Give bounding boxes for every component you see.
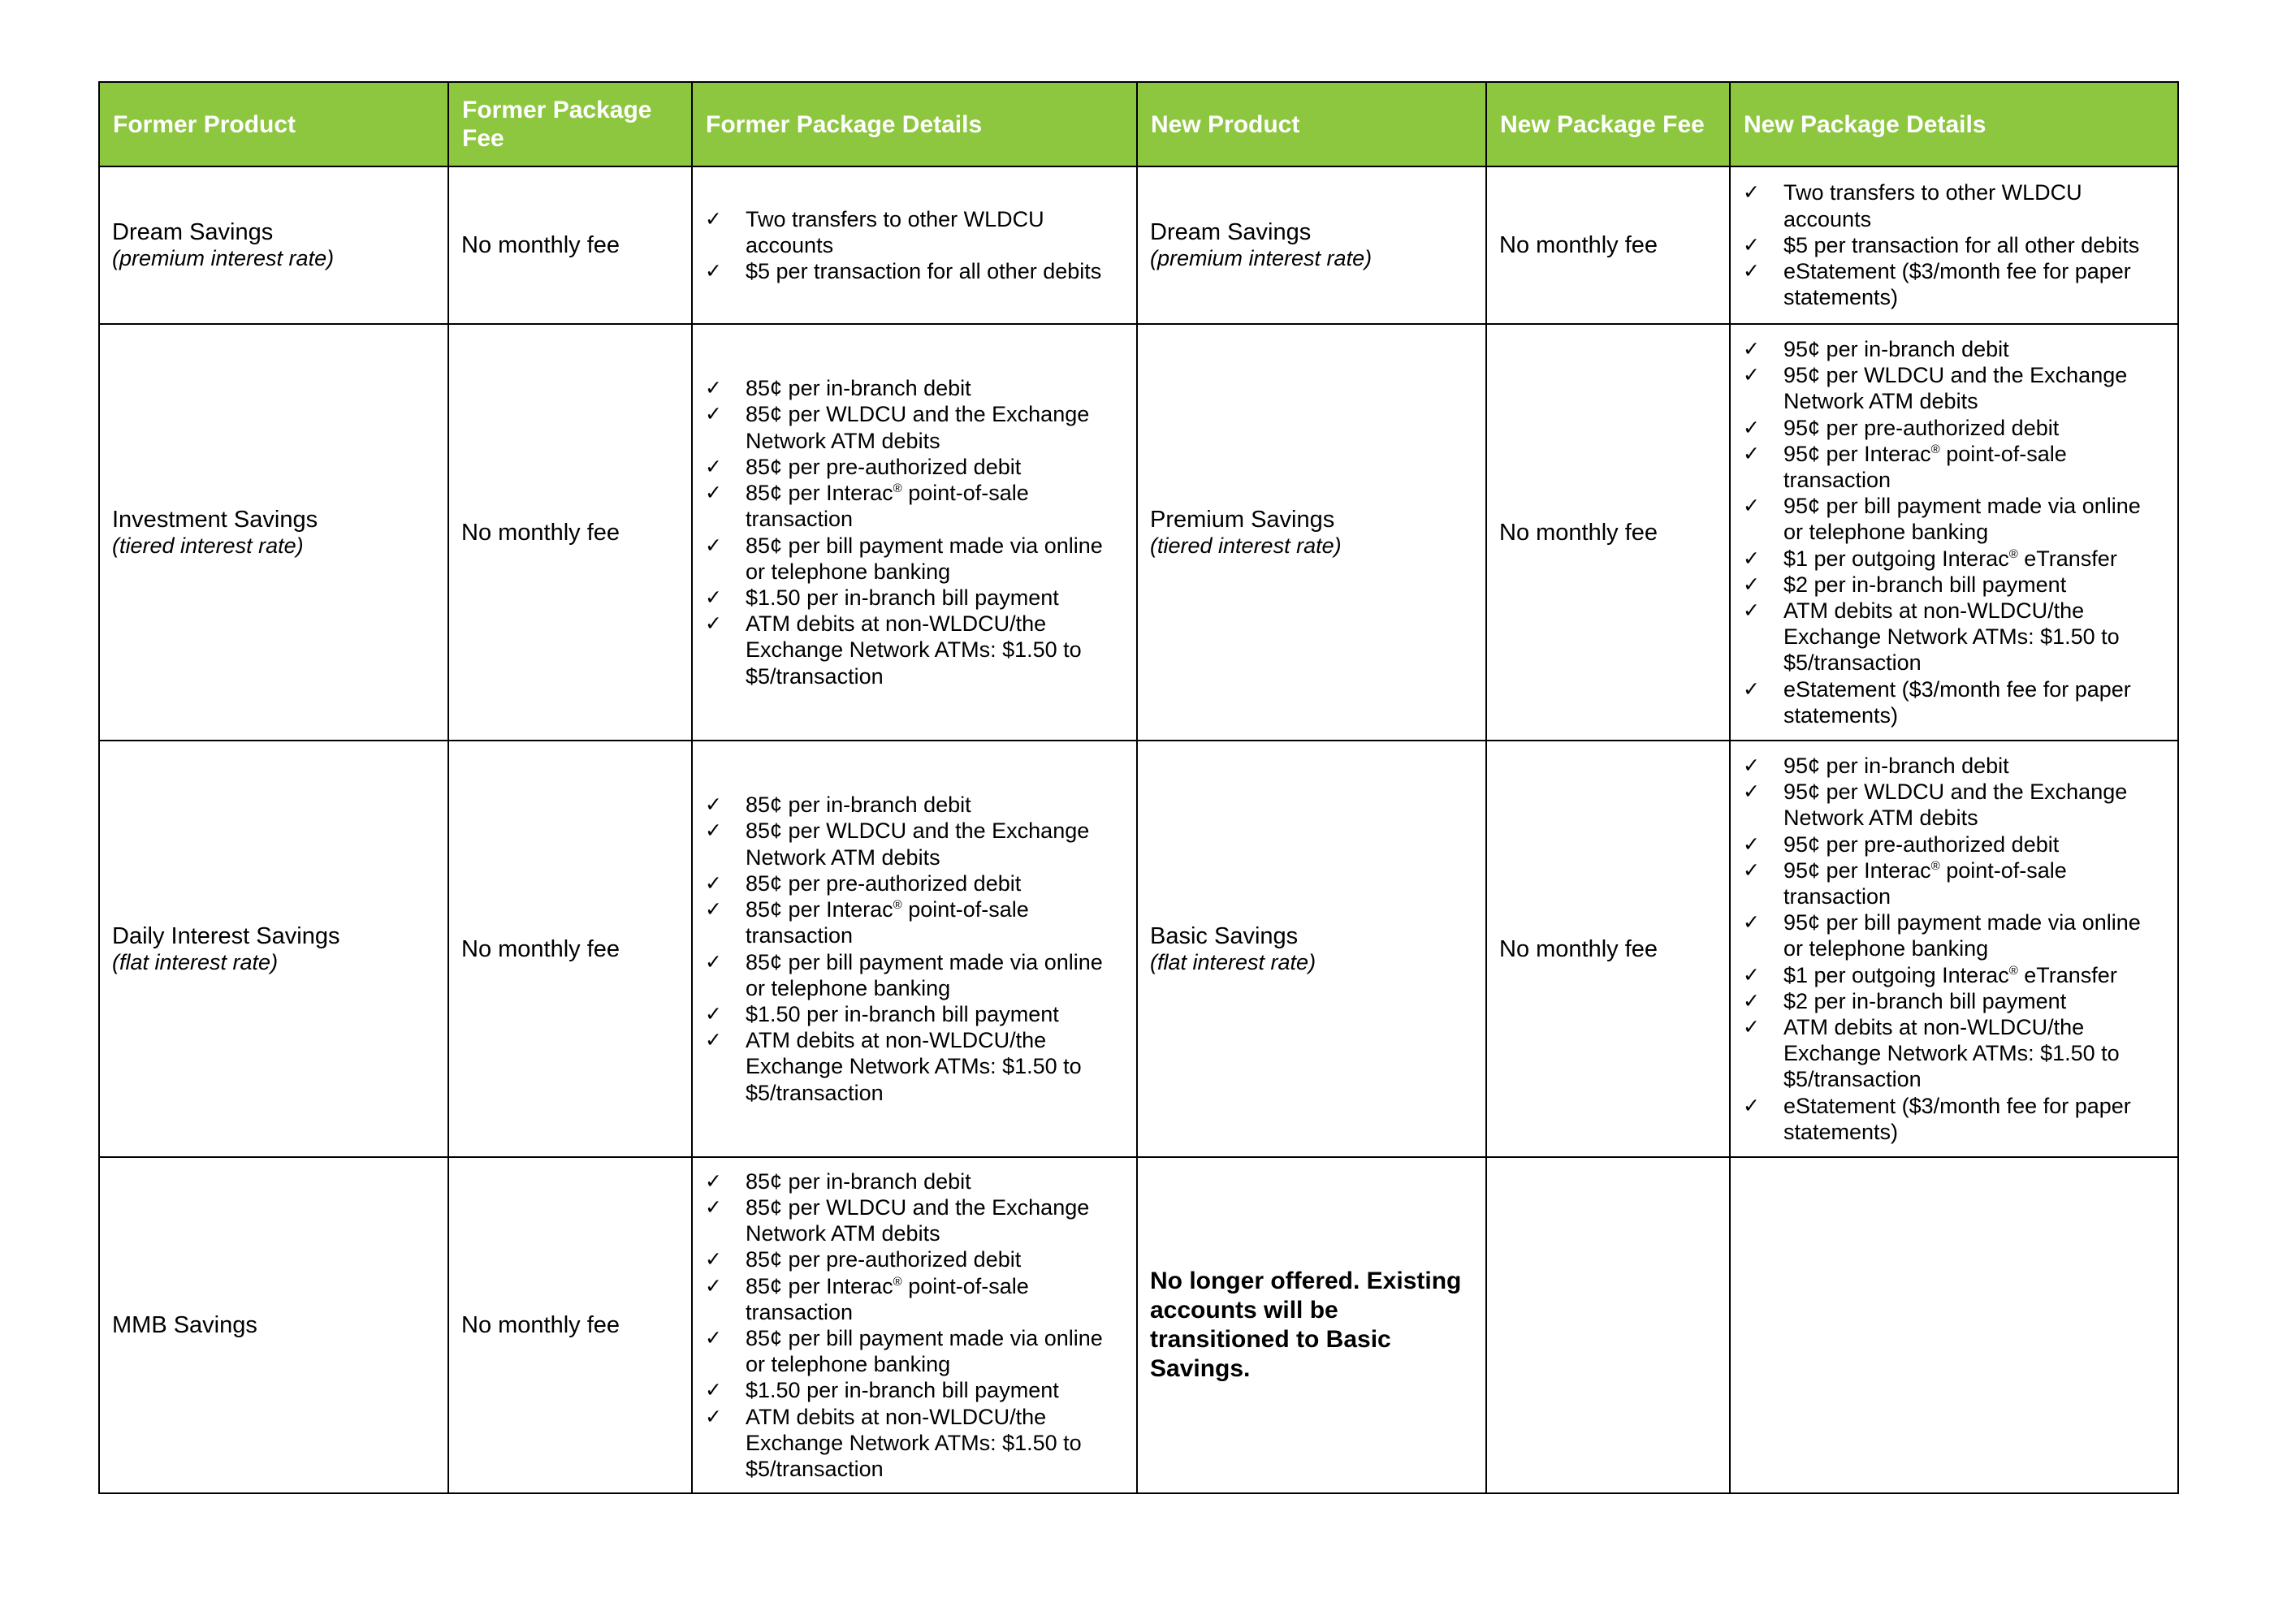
detail-text: $5 per transaction for all other debits <box>1783 232 2140 257</box>
former-details-cell <box>692 324 1137 741</box>
former-details-list <box>705 1168 1124 1482</box>
new-product-note: (tiered interest rate) <box>1150 533 1342 558</box>
former-product-cell <box>99 324 448 741</box>
detail-text: 85¢ per in-branch debit <box>746 793 971 818</box>
checkmark-icon: ✓ <box>705 819 722 843</box>
new-details-list <box>1743 753 2165 1145</box>
detail-item <box>1743 831 2165 857</box>
detail-item <box>1743 753 2165 779</box>
checkmark-icon: ✓ <box>705 793 722 817</box>
detail-text: 95¢ per pre-authorized debit <box>1783 415 2060 440</box>
detail-text: 85¢ per WLDCU and the Exchange Network ATM debits <box>746 402 1090 453</box>
detail-text: eStatement ($3/month fee for paper statements) <box>1783 259 2131 310</box>
checkmark-icon: ✓ <box>1743 181 1760 205</box>
checkmark-icon: ✓ <box>705 455 722 478</box>
checkmark-icon: ✓ <box>1743 754 1760 777</box>
detail-item <box>705 1273 1124 1325</box>
former-package-fee: No monthly fee <box>461 935 620 962</box>
checkmark-icon: ✓ <box>705 260 722 283</box>
detail-text: ATM debits at non-WLDCU/the Exchange Network ATMs: $1.50 to $5/transaction <box>746 611 1082 689</box>
detail-text: ATM debits at non-WLDCU/the Exchange Network ATMs: $1.50 to $5/transaction <box>746 1028 1082 1105</box>
former-product-name: Dream Savings <box>112 219 274 245</box>
checkmark-icon: ✓ <box>705 1248 722 1272</box>
detail-text: Two transfers to other WLDCU accounts <box>1783 180 2082 231</box>
header-new-package-details: New Package Details <box>1730 82 2178 166</box>
detail-item <box>705 1404 1124 1483</box>
header-former-package-fee: Former Package Fee <box>448 82 692 166</box>
checkmark-icon: ✓ <box>705 612 722 636</box>
table-row <box>99 1157 2178 1493</box>
detail-item <box>1743 362 2165 414</box>
detail-item <box>705 818 1124 870</box>
detail-text: eStatement ($3/month fee for paper statements) <box>1783 676 2131 728</box>
checkmark-icon: ✓ <box>1743 911 1760 935</box>
detail-text: 85¢ per in-branch debit <box>746 1168 971 1194</box>
former-package-fee: No monthly fee <box>461 1312 620 1338</box>
detail-text: $2 per in-branch bill payment <box>1783 988 2067 1013</box>
new-package-fee: No monthly fee <box>1499 935 1658 962</box>
detail-text: ATM debits at non-WLDCU/the Exchange Network ATMs: $1.50 to $5/transaction <box>746 1404 1082 1482</box>
detail-item <box>705 1027 1124 1106</box>
detail-item <box>1743 909 2165 961</box>
new-details-cell <box>1730 1157 2178 1493</box>
checkmark-icon: ✓ <box>1743 233 1760 257</box>
table-row <box>99 741 2178 1157</box>
detail-item <box>1743 336 2165 362</box>
detail-item <box>1743 779 2165 831</box>
header-new-package-fee: New Package Fee <box>1486 82 1730 166</box>
detail-item <box>705 1194 1124 1246</box>
detail-text: 95¢ per bill payment made via online or telephone banking <box>1783 494 2141 545</box>
checkmark-icon: ✓ <box>705 1195 722 1219</box>
checkmark-icon: ✓ <box>1743 858 1760 882</box>
checkmark-icon: ✓ <box>1743 495 1760 518</box>
former-details-list <box>705 206 1124 285</box>
new-details-list <box>1743 336 2165 728</box>
checkmark-icon: ✓ <box>1743 546 1760 570</box>
detail-text: $1.50 per in-branch bill payment <box>746 1378 1059 1403</box>
new-details-list <box>1743 179 2165 310</box>
former-details-list <box>705 375 1124 689</box>
detail-item <box>705 533 1124 585</box>
checkmark-icon: ✓ <box>1743 572 1760 596</box>
detail-text: 85¢ per bill payment made via online or telephone banking <box>746 949 1103 1000</box>
new-product-note: (flat interest rate) <box>1150 949 1316 974</box>
detail-item <box>705 792 1124 818</box>
former-product-name: Daily Interest Savings <box>112 922 340 949</box>
detail-item <box>705 585 1124 611</box>
detail-item <box>1743 258 2165 310</box>
checkmark-icon: ✓ <box>705 1274 722 1298</box>
detail-text: 95¢ per WLDCU and the Exchange Network ATM debits <box>1783 780 2128 831</box>
detail-text: 85¢ per pre-authorized debit <box>746 1247 1022 1272</box>
detail-text: $1.50 per in-branch bill payment <box>746 1001 1059 1026</box>
new-product-cell <box>1137 166 1486 324</box>
detail-text: 85¢ per Interac® point-of-sale transaction <box>746 481 1029 532</box>
former-package-fee: No monthly fee <box>461 519 620 546</box>
detail-item <box>1743 572 2165 598</box>
detail-text: 85¢ per Interac® point-of-sale transaction <box>746 897 1029 948</box>
detail-item <box>705 375 1124 401</box>
detail-text: 85¢ per bill payment made via online or telephone banking <box>746 533 1103 584</box>
detail-text: ATM debits at non-WLDCU/the Exchange Network ATMs: $1.50 to $5/transaction <box>1783 1015 2120 1092</box>
detail-text: ATM debits at non-WLDCU/the Exchange Network ATMs: $1.50 to $5/transaction <box>1783 598 2120 676</box>
table-row <box>99 166 2178 324</box>
former-fee-cell <box>448 166 692 324</box>
detail-item <box>705 611 1124 689</box>
detail-item <box>1743 179 2165 231</box>
detail-item <box>705 896 1124 948</box>
former-details-list <box>705 792 1124 1105</box>
former-package-fee: No monthly fee <box>461 232 620 258</box>
detail-text: eStatement ($3/month fee for paper statements) <box>1783 1093 2131 1144</box>
detail-item <box>705 258 1124 284</box>
checkmark-icon: ✓ <box>705 871 722 895</box>
new-package-fee: No monthly fee <box>1499 519 1658 546</box>
detail-text: 95¢ per bill payment made via online or telephone banking <box>1783 910 2141 961</box>
new-product-name: Premium Savings <box>1150 506 1335 533</box>
detail-item <box>1743 988 2165 1014</box>
detail-text: 85¢ per in-branch debit <box>746 376 971 401</box>
detail-item <box>1743 546 2165 572</box>
new-product-note: (premium interest rate) <box>1150 246 1373 270</box>
checkmark-icon: ✓ <box>1743 599 1760 622</box>
detail-item <box>1743 1093 2165 1145</box>
checkmark-icon: ✓ <box>1743 260 1760 283</box>
new-fee-cell <box>1486 166 1730 324</box>
checkmark-icon: ✓ <box>1743 677 1760 701</box>
new-package-fee: No monthly fee <box>1499 232 1658 258</box>
detail-item <box>705 401 1124 453</box>
new-details-cell <box>1730 741 2178 1157</box>
checkmark-icon: ✓ <box>705 1327 722 1350</box>
checkmark-icon: ✓ <box>705 403 722 426</box>
detail-item <box>705 480 1124 532</box>
checkmark-icon: ✓ <box>705 377 722 400</box>
checkmark-icon: ✓ <box>705 1379 722 1402</box>
checkmark-icon: ✓ <box>705 1405 722 1428</box>
former-product-cell <box>99 741 448 1157</box>
detail-item <box>1743 232 2165 258</box>
detail-text: 85¢ per pre-authorized debit <box>746 454 1022 479</box>
detail-item <box>1743 857 2165 909</box>
detail-item <box>1743 493 2165 545</box>
new-product-cell <box>1137 741 1486 1157</box>
detail-text: 85¢ per bill payment made via online or telephone banking <box>746 1326 1103 1377</box>
checkmark-icon: ✓ <box>1743 416 1760 439</box>
checkmark-icon: ✓ <box>1743 442 1760 465</box>
detail-item <box>705 1325 1124 1377</box>
package-fee-table <box>98 81 2179 1494</box>
former-fee-cell <box>448 324 692 741</box>
new-product-cell <box>1137 324 1486 741</box>
detail-item <box>705 870 1124 896</box>
checkmark-icon: ✓ <box>705 950 722 974</box>
header-new-product: New Product <box>1137 82 1486 166</box>
new-fee-cell <box>1486 1157 1730 1493</box>
former-fee-cell <box>448 1157 692 1493</box>
header-former-product: Former Product <box>99 82 448 166</box>
new-product-name: Basic Savings <box>1150 922 1299 949</box>
detail-text: $2 per in-branch bill payment <box>1783 572 2067 597</box>
checkmark-icon: ✓ <box>1743 780 1760 804</box>
former-product-note: (premium interest rate) <box>112 246 335 270</box>
detail-text: $1 per outgoing Interac® eTransfer <box>1783 962 2117 987</box>
detail-item <box>1743 962 2165 988</box>
detail-text: 95¢ per WLDCU and the Exchange Network ATM debits <box>1783 363 2128 414</box>
former-product-name: Investment Savings <box>112 506 318 533</box>
checkmark-icon: ✓ <box>1743 1016 1760 1039</box>
detail-item <box>1743 598 2165 676</box>
new-details-cell <box>1730 166 2178 324</box>
checkmark-icon: ✓ <box>705 1169 722 1193</box>
detail-text: $5 per transaction for all other debits <box>746 259 1102 284</box>
detail-text: 85¢ per WLDCU and the Exchange Network ATM debits <box>746 1194 1090 1246</box>
detail-item <box>1743 1014 2165 1093</box>
checkmark-icon: ✓ <box>705 533 722 557</box>
detail-item <box>705 949 1124 1001</box>
detail-item <box>1743 415 2165 441</box>
checkmark-icon: ✓ <box>705 898 722 922</box>
table-row <box>99 324 2178 741</box>
checkmark-icon: ✓ <box>1743 963 1760 987</box>
detail-item <box>705 454 1124 480</box>
detail-text: 95¢ per pre-authorized debit <box>1783 831 2060 857</box>
detail-text: $1.50 per in-branch bill payment <box>746 585 1059 610</box>
checkmark-icon: ✓ <box>705 207 722 231</box>
former-product-cell <box>99 166 448 324</box>
new-details-cell <box>1730 324 2178 741</box>
detail-text: $1 per outgoing Interac® eTransfer <box>1783 546 2117 571</box>
header-former-package-details: Former Package Details <box>692 82 1137 166</box>
new-fee-cell <box>1486 741 1730 1157</box>
checkmark-icon: ✓ <box>705 1002 722 1026</box>
checkmark-icon: ✓ <box>1743 832 1760 856</box>
former-details-cell <box>692 166 1137 324</box>
checkmark-icon: ✓ <box>1743 364 1760 387</box>
checkmark-icon: ✓ <box>1743 337 1760 361</box>
new-product-name: Dream Savings <box>1150 219 1312 245</box>
detail-text: 95¢ per in-branch debit <box>1783 753 2009 778</box>
checkmark-icon: ✓ <box>1743 1094 1760 1117</box>
checkmark-icon: ✓ <box>1743 989 1760 1013</box>
checkmark-icon: ✓ <box>705 1029 722 1052</box>
discontinued-notice: No longer offered. Existing accounts will be transitioned to Basic Savings. <box>1150 1268 1462 1382</box>
detail-item <box>705 1168 1124 1194</box>
checkmark-icon: ✓ <box>705 585 722 609</box>
detail-item <box>705 1246 1124 1272</box>
detail-item <box>1743 676 2165 728</box>
former-product-cell <box>99 1157 448 1493</box>
new-product-cell <box>1137 1157 1486 1493</box>
detail-item <box>705 1377 1124 1403</box>
detail-item <box>705 1001 1124 1027</box>
detail-text: 85¢ per pre-authorized debit <box>746 870 1022 896</box>
former-product-note: (flat interest rate) <box>112 949 279 974</box>
former-product-note: (tiered interest rate) <box>112 533 304 558</box>
detail-text: Two transfers to other WLDCU accounts <box>746 206 1044 257</box>
detail-text: 95¢ per in-branch debit <box>1783 336 2009 361</box>
new-fee-cell <box>1486 324 1730 741</box>
former-fee-cell <box>448 741 692 1157</box>
detail-text: 85¢ per WLDCU and the Exchange Network ATM debits <box>746 818 1090 870</box>
former-details-cell <box>692 1157 1137 1493</box>
detail-item <box>1743 441 2165 493</box>
former-details-cell <box>692 741 1137 1157</box>
checkmark-icon: ✓ <box>705 482 722 505</box>
detail-item <box>705 206 1124 258</box>
detail-text: 95¢ per Interac® point-of-sale transaction <box>1783 441 2067 492</box>
former-product-name: MMB Savings <box>112 1312 257 1338</box>
detail-text: 95¢ per Interac® point-of-sale transaction <box>1783 857 2067 909</box>
header-row <box>99 82 2178 166</box>
detail-text: 85¢ per Interac® point-of-sale transaction <box>746 1273 1029 1324</box>
